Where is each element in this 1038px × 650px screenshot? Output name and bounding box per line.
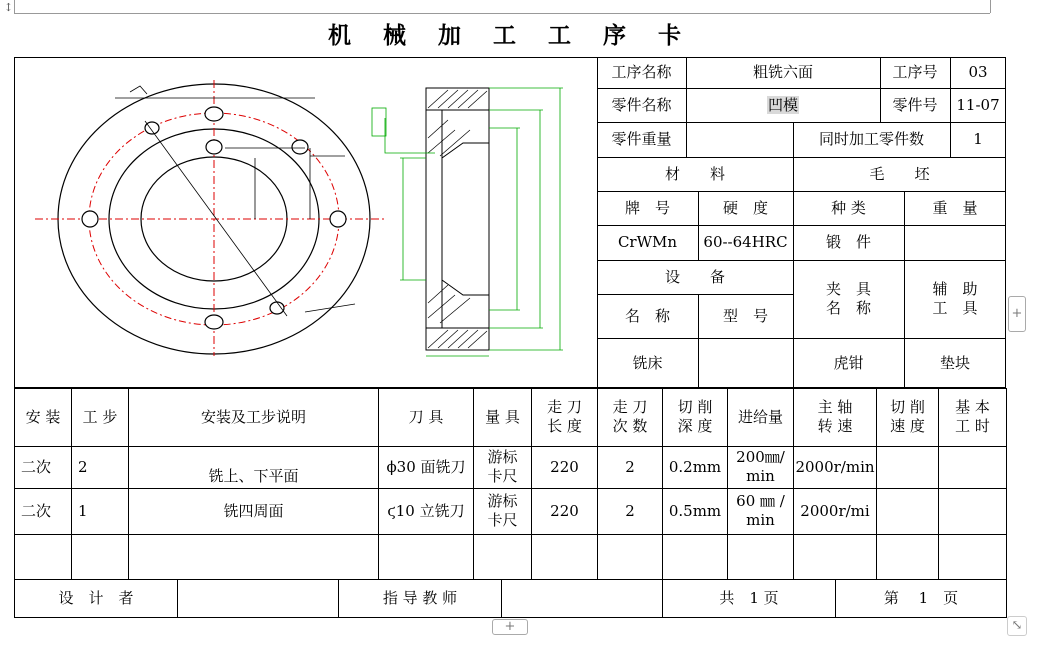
blank-weight-value[interactable] xyxy=(904,225,1006,260)
blank-weight-label: 重 量 xyxy=(932,198,978,217)
col-header-description: 安装及工步说明 xyxy=(200,407,306,426)
table-cell-spindle-speed[interactable]: 2000r/min xyxy=(795,457,875,476)
card-title: 机 械 加 工 工 序 卡 xyxy=(327,23,694,49)
page-margin-line xyxy=(14,13,990,14)
table-cell-feed-length[interactable] xyxy=(532,534,597,579)
table-cell-install[interactable]: 二次 xyxy=(21,501,52,520)
part-drawing xyxy=(15,58,597,388)
table-cell-description[interactable]: 铣上、下平面 xyxy=(208,467,299,486)
table-cell-gauge[interactable]: 游标 卡尺 xyxy=(487,448,518,485)
add-column-button[interactable]: + xyxy=(1008,296,1026,332)
col-header-cut-depth: 切 削 深 度 xyxy=(677,398,713,435)
table-cell-feed-rate[interactable]: 200㎜/ min xyxy=(736,448,785,485)
fixture-value[interactable]: 虎钳 xyxy=(833,353,864,372)
table-cell-step[interactable] xyxy=(72,534,128,579)
col-header-spindle-speed: 主 轴 转 速 xyxy=(817,398,853,435)
designer-label: 设 计 者 xyxy=(58,589,134,608)
margin-mark xyxy=(990,0,991,13)
grade-label: 牌 号 xyxy=(624,198,670,217)
table-cell-feed-passes[interactable]: 2 xyxy=(625,457,635,476)
table-cell-step[interactable]: 1 xyxy=(78,501,88,520)
grid-line xyxy=(1006,388,1007,579)
col-header-cut-speed: 切 削 速 度 xyxy=(890,398,925,435)
aux-tool-value[interactable]: 垫块 xyxy=(939,353,970,372)
grade-value[interactable]: CrWMn xyxy=(617,233,678,252)
part-name-label: 零件名称 xyxy=(611,95,672,114)
table-cell-cut-depth[interactable]: 0.2mm xyxy=(668,457,722,476)
table-cell-basic-time[interactable] xyxy=(939,446,1006,488)
table-cell-feed-length[interactable]: 220 xyxy=(550,501,579,520)
blank-type-value[interactable]: 锻 件 xyxy=(825,233,871,252)
table-cell-spindle-speed[interactable]: 2000r/mi xyxy=(800,501,870,520)
table-cell-tool[interactable]: ϕ30 面铣刀 xyxy=(386,457,466,476)
grid-line xyxy=(14,617,1007,618)
process-name-value[interactable]: 粗铣六面 xyxy=(752,63,813,82)
col-header-tool: 刀 具 xyxy=(408,407,444,426)
aux-tool-label: 辅 助 工 具 xyxy=(932,280,978,317)
material-section-label: 材 料 xyxy=(664,164,725,183)
equipment-model-value[interactable] xyxy=(698,338,793,388)
part-weight-value[interactable] xyxy=(686,122,793,157)
table-cell-spindle-speed[interactable] xyxy=(794,534,876,579)
equipment-name-value[interactable]: 铣床 xyxy=(632,353,663,372)
simul-count-value[interactable]: 1 xyxy=(973,130,983,149)
table-move-icon[interactable]: ↕ xyxy=(3,1,14,14)
page-number: 第 1 页 xyxy=(883,589,959,608)
table-cell-basic-time[interactable] xyxy=(939,534,1006,579)
table-cell-tool[interactable]: ϛ10 立铣刀 xyxy=(387,501,465,520)
table-cell-cut-speed[interactable] xyxy=(877,534,938,579)
add-row-button[interactable]: + xyxy=(492,619,528,635)
part-no-label: 零件号 xyxy=(892,95,938,114)
advisor-label: 指 导 教 师 xyxy=(382,589,458,608)
table-cell-feed-passes[interactable]: 2 xyxy=(625,501,635,520)
table-cell-feed-length[interactable]: 220 xyxy=(550,457,579,476)
hardness-value[interactable]: 60--64HRC xyxy=(703,233,788,252)
process-name-label: 工序名称 xyxy=(611,63,672,82)
col-header-feed-passes: 走 刀 次 数 xyxy=(612,398,648,435)
col-header-step: 工 步 xyxy=(82,407,118,426)
equipment-name-label: 名 称 xyxy=(624,306,670,325)
table-cell-feed-rate[interactable]: 60 ㎜ / min xyxy=(736,492,785,529)
table-cell-gauge[interactable]: 游标 卡尺 xyxy=(487,492,518,529)
col-header-install: 安 装 xyxy=(25,407,61,426)
blank-type-label: 种 类 xyxy=(831,198,866,217)
table-cell-basic-time[interactable] xyxy=(939,488,1006,534)
grid-line xyxy=(1006,580,1007,617)
table-cell-cut-depth[interactable] xyxy=(663,534,727,579)
table-cell-install[interactable] xyxy=(15,534,71,579)
table-cell-step[interactable]: 2 xyxy=(78,457,88,476)
equipment-section-label: 设 备 xyxy=(664,267,725,286)
table-cell-install[interactable]: 二次 xyxy=(21,457,52,476)
col-header-basic-time: 基 本 工 时 xyxy=(955,398,990,435)
part-name-value[interactable]: 凹模 xyxy=(767,95,798,114)
table-cell-feed-passes[interactable] xyxy=(598,534,662,579)
part-no-value[interactable]: 11-07 xyxy=(956,95,1000,114)
fixture-label: 夹 具 名 称 xyxy=(825,280,871,317)
hardness-label: 硬 度 xyxy=(722,198,768,217)
table-cell-description[interactable] xyxy=(129,534,378,579)
table-cell-cut-depth[interactable]: 0.5mm xyxy=(668,501,722,520)
blank-section-label: 毛 坯 xyxy=(869,164,930,183)
process-no-value[interactable]: 03 xyxy=(968,63,988,82)
table-cell-cut-speed[interactable] xyxy=(877,488,938,534)
table-cell-cut-speed[interactable] xyxy=(877,446,938,488)
total-pages: 共 1 页 xyxy=(719,589,779,608)
resize-table-handle[interactable]: ⤡ xyxy=(1007,616,1027,636)
col-header-gauge: 量 具 xyxy=(485,407,520,426)
advisor-value[interactable] xyxy=(502,580,662,617)
designer-value[interactable] xyxy=(178,580,338,617)
simul-count-label: 同时加工零件数 xyxy=(818,130,924,149)
table-cell-feed-rate[interactable] xyxy=(728,534,793,579)
process-no-label: 工序号 xyxy=(892,63,938,82)
table-cell-tool[interactable] xyxy=(379,534,473,579)
col-header-feed-rate: 进给量 xyxy=(737,407,783,426)
part-weight-label: 零件重量 xyxy=(611,130,672,149)
part-name-cell[interactable] xyxy=(686,88,880,122)
col-header-feed-length: 走 刀 长 度 xyxy=(547,398,582,435)
table-cell-gauge[interactable] xyxy=(474,534,531,579)
table-cell-description[interactable]: 铣四周面 xyxy=(223,501,284,520)
equipment-model-label: 型 号 xyxy=(722,306,768,325)
